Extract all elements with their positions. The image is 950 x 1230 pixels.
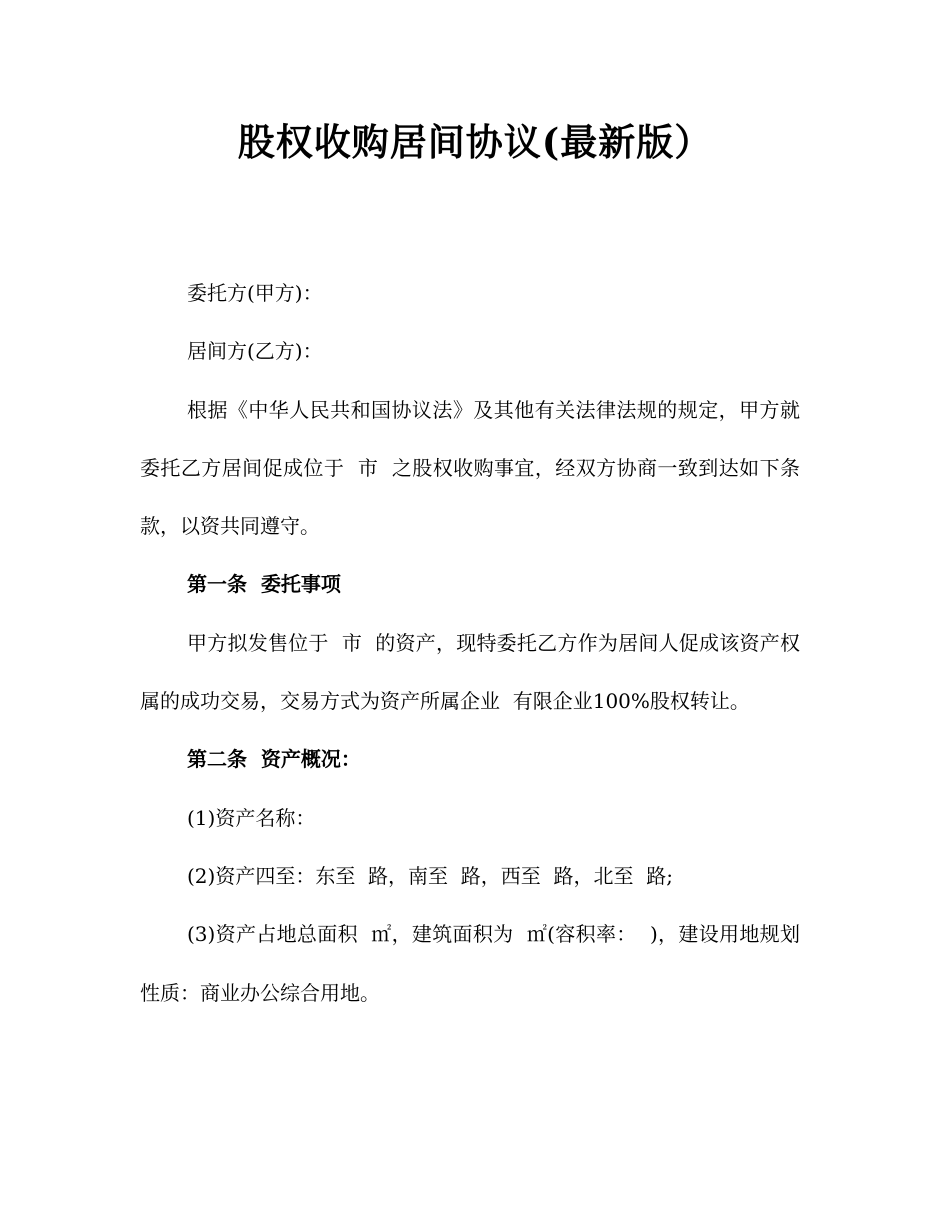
document-title: 股权收购居间协议(最新版）	[237, 120, 713, 164]
paragraph-party-a: 委托方(甲方)：	[187, 281, 323, 305]
asset-area-item: (3)资产占地总面积 ㎡，建筑面积为 ㎡(容积率： )，建设用地规划性质：商业办公综合用地。	[140, 922, 800, 1005]
asset-boundaries-item: (2)资产四至：东至 路，南至 路，西至 路，北至 路;	[187, 863, 673, 888]
document-body	[140, 264, 800, 1022]
paragraph-preamble: 根据《中华人民共和国协议法》及其他有关法律法规的规定，甲方就委托乙方居间促成位于 市 之股权收购事宜，经双方协商一致到达如下条款，以资共同遵守。	[140, 397, 800, 539]
article-1-heading: 第一条 委托事项	[187, 572, 341, 597]
asset-name-item: (1)资产名称：	[187, 805, 316, 830]
article-1-body: 甲方拟发售位于 市 的资产，现特委托乙方作为居间人促成该资产权属的成功交易，交易方式为资产所属企业 有限企业100%股权转让。	[140, 630, 800, 714]
article-2-heading: 第二条 资产概况：	[187, 747, 361, 772]
paragraph-party-b: 居间方(乙方)：	[187, 339, 323, 364]
